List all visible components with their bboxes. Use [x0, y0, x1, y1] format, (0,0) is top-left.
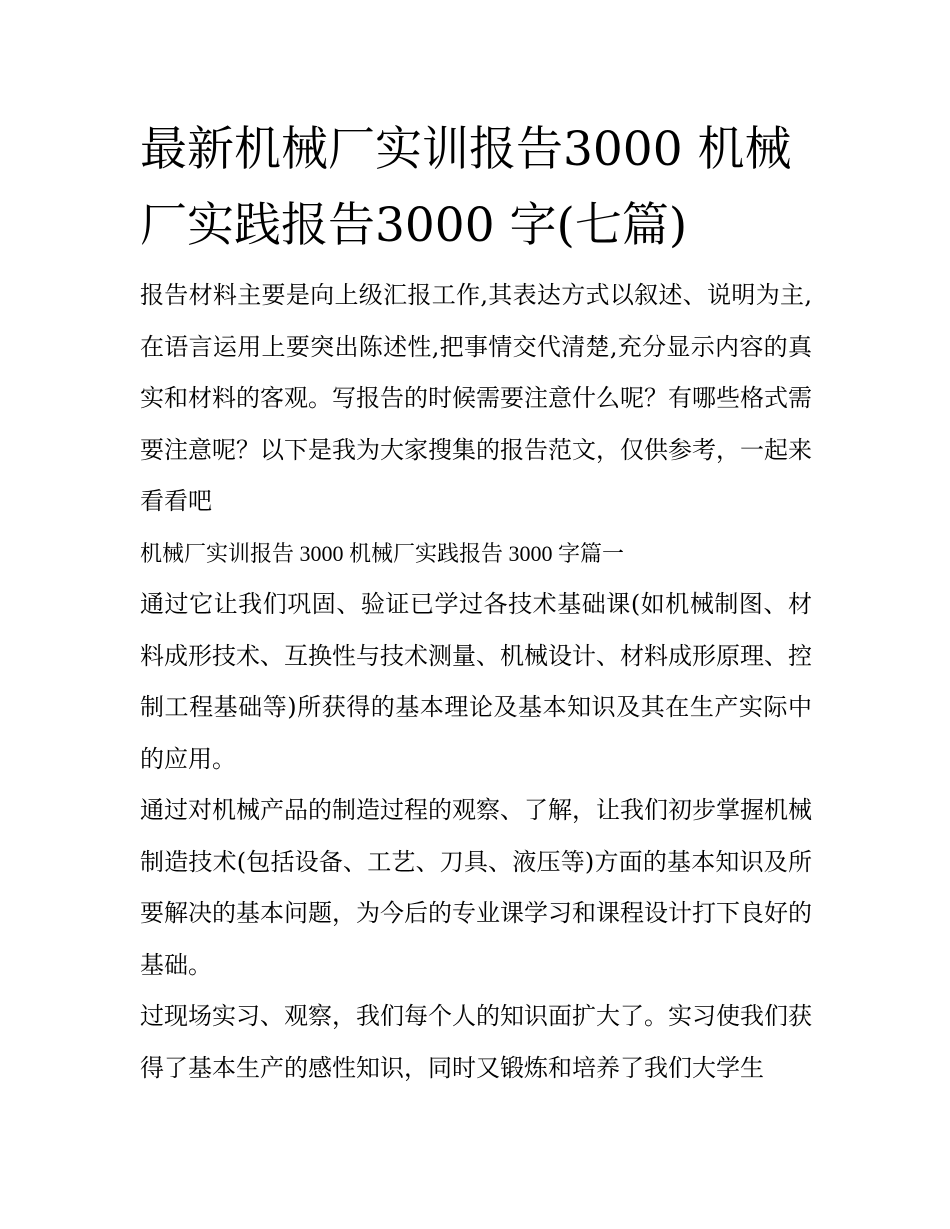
body-paragraph: 通过它让我们巩固、验证已学过各技术基础课(如机械制图、材料成形技术、互换性与技术测量、机械设计、材料成形原理、控制工程基础等)所获得的基本理论及基本知识及其在生产实际中的应用。: [140, 590, 812, 773]
body-paragraph: 通过对机械产品的制造过程的观察、了解，让我们初步掌握机械制造技术(包括设备、工艺、刀具、液压等)方面的基本知识及所要解决的基本问题，为今后的专业课学习和课程设计打下良好的基础。: [140, 796, 812, 979]
document-page: [140, 112, 812, 1094]
document-title: 最新机械厂实训报告3000 机械厂实践报告3000 字(七篇): [140, 122, 792, 253]
intro-paragraph: 报告材料主要是向上级汇报工作,其表达方式以叙述、说明为主,在语言运用上要突出陈述性,把事情交代清楚,充分显示内容的真实和材料的客观。写报告的时候需要注意什么呢？有哪些格式需要注意呢？以下是我为大家搜集的报告范文，仅供参考，一起来看看吧: [140, 281, 812, 515]
body-paragraph: 过现场实习、观察，我们每个人的知识面扩大了。实习使我们获得了基本生产的感性知识，同时又锻炼和培养了我们大学生: [140, 1002, 812, 1082]
section-heading: 机械厂实训报告 3000 机械厂实践报告 3000 字篇一: [140, 540, 625, 566]
